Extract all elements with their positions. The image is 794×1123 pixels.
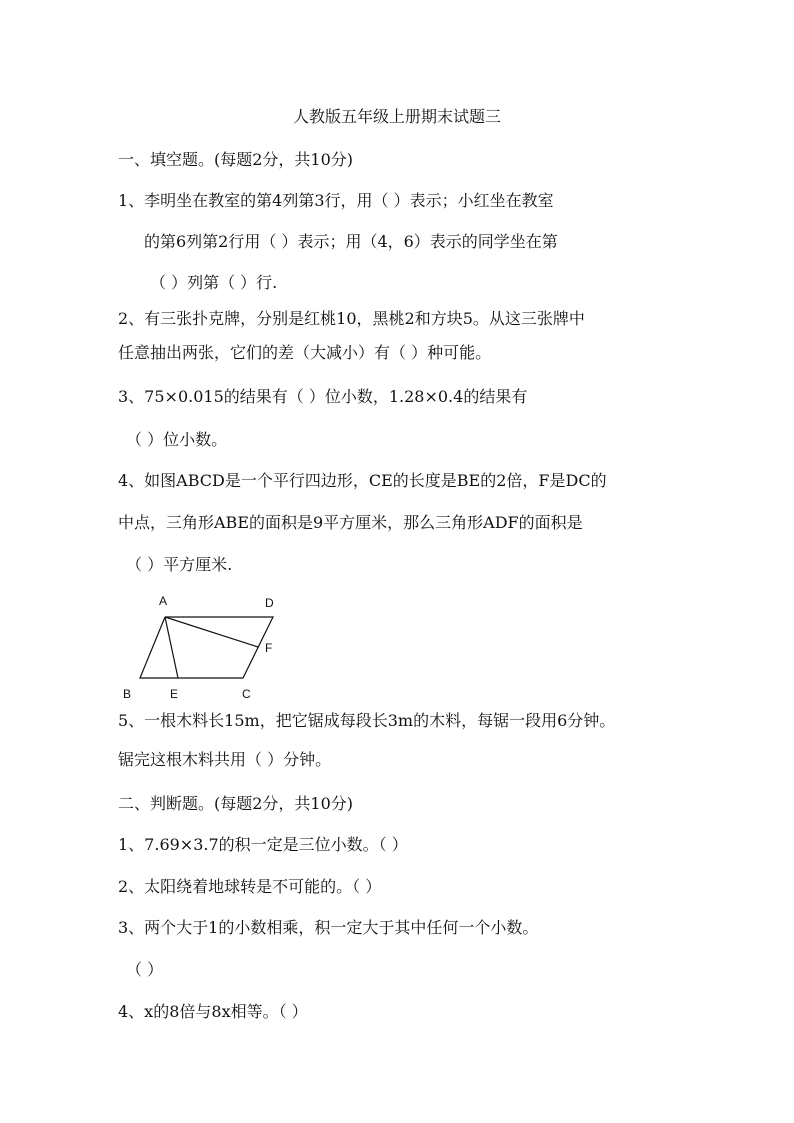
label-d: D — [265, 596, 274, 610]
question-5-line-1: 5、一根木料长15m，把它锯成每段长3m的木料，每锯一段用6分钟。 — [118, 711, 616, 730]
question-3-line-1: 3、75×0.015的结果有（ ）位小数，1.28×0.4的结果有 — [118, 387, 528, 406]
parallelogram-figure — [115, 590, 295, 705]
label-f: F — [265, 641, 273, 655]
question-1-line-3: （ ）列第（ ）行. — [150, 273, 278, 292]
question-1-line-2: 的第6列第2行用（ ）表示；用（4，6）表示的同学坐在第 — [144, 232, 558, 251]
page-title: 人教版五年级上册期末试题三 — [292, 107, 501, 126]
label-e: E — [170, 687, 179, 701]
judge-1: 1、7.69×3.7的积一定是三位小数。（ ） — [118, 835, 408, 854]
section2-heading: 二、判断题。(每题2分，共10分) — [118, 794, 354, 813]
section1-heading: 一、填空题。(每题2分，共10分) — [118, 150, 354, 169]
question-1-line-1: 1、李明坐在教室的第4列第3行，用（ ）表示；小红坐在教室 — [118, 191, 554, 210]
judge-3-line-1: 3、两个大于1的小数相乘，积一定大于其中任何一个小数。 — [118, 918, 539, 937]
question-4-line-2: 中点，三角形ABE的面积是9平方厘米，那么三角形ADF的面积是 — [118, 513, 583, 532]
judge-4: 4、x的8倍与8x相等。（ ） — [118, 1002, 308, 1021]
question-4-line-1: 4、如图ABCD是一个平行四边形，CE的长度是BE的2倍，F是DC的 — [118, 471, 607, 490]
judge-2: 2、太阳绕着地球转是不可能的。（ ） — [118, 877, 382, 896]
label-b: B — [123, 687, 132, 701]
question-4-line-3: （ ）平方厘米. — [126, 555, 233, 574]
segment-ae — [165, 617, 178, 678]
label-c: C — [242, 687, 251, 701]
label-a: A — [159, 594, 168, 608]
parallelogram-outline — [140, 617, 273, 678]
judge-3-line-2: （ ） — [126, 960, 164, 979]
question-2-line-2: 任意抽出两张，它们的差（大减小）有（ ）种可能。 — [118, 343, 492, 362]
question-5-line-2: 锯完这根木料共用（ ）分钟。 — [118, 750, 332, 769]
segment-af — [165, 617, 258, 647]
question-2-line-1: 2、有三张扑克牌，分别是红桃10，黑桃2和方块5。从这三张牌中 — [118, 309, 585, 328]
question-3-line-2: （ ）位小数。 — [126, 430, 228, 449]
